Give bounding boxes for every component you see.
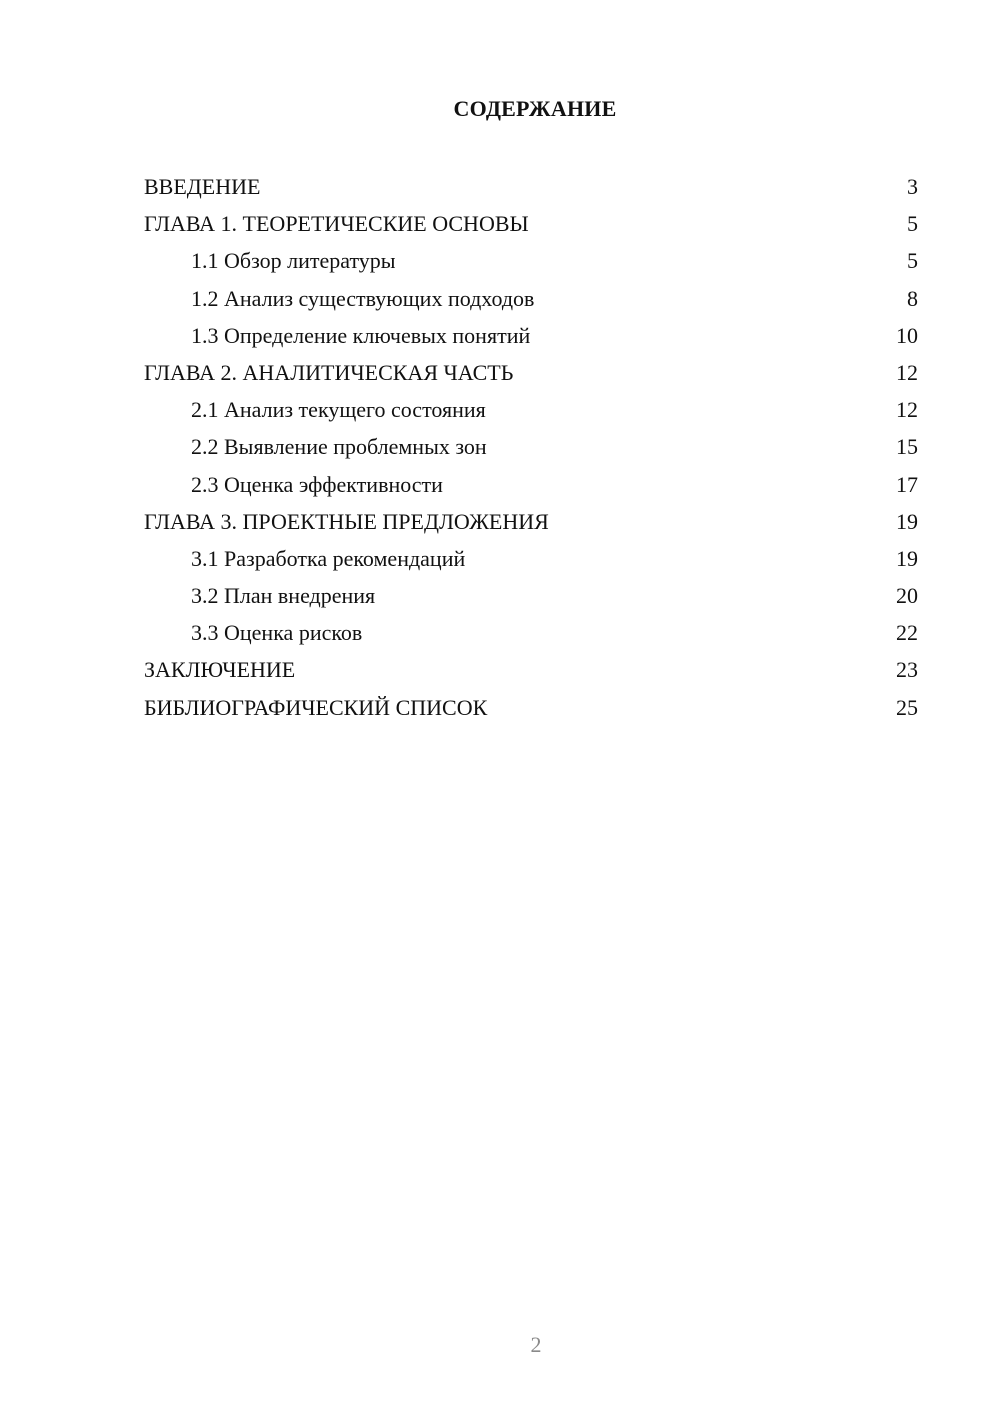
toc-entry[interactable] xyxy=(144,205,918,242)
toc-entry-page: 19 xyxy=(896,508,918,534)
toc-entry-page: 10 xyxy=(896,322,918,348)
toc-entry-label: ГЛАВА 3. ПРОЕКТНЫЕ ПРЕДЛОЖЕНИЯ xyxy=(144,508,549,534)
toc-entry-page: 5 xyxy=(907,248,918,274)
toc-entry-page: 23 xyxy=(896,657,918,683)
toc-entry[interactable] xyxy=(144,614,918,651)
toc-entry[interactable] xyxy=(144,280,918,317)
toc-entry-label: 2.1 Анализ текущего состояния xyxy=(191,397,486,423)
toc-entry-page: 5 xyxy=(907,211,918,237)
toc-entry-page: 8 xyxy=(907,285,918,311)
toc-entry-label: ЗАКЛЮЧЕНИЕ xyxy=(144,657,296,683)
toc-entry[interactable] xyxy=(144,466,918,503)
toc-entry[interactable] xyxy=(144,503,918,540)
toc-entry-label: ГЛАВА 1. ТЕОРЕТИЧЕСКИЕ ОСНОВЫ xyxy=(144,211,529,237)
toc-entry[interactable] xyxy=(144,689,918,726)
toc-entry-page: 22 xyxy=(896,620,918,646)
toc-entry[interactable] xyxy=(144,391,918,428)
toc-entry-page: 20 xyxy=(896,583,918,609)
toc-entry-page: 19 xyxy=(896,545,918,571)
toc-entry-label: 3.3 Оценка рисков xyxy=(191,620,363,646)
page-number: 2 xyxy=(530,1332,542,1357)
toc-entry-label: БИБЛИОГРАФИЧЕСКИЙ СПИСОК xyxy=(144,694,488,720)
toc-entry[interactable] xyxy=(144,540,918,577)
toc-title: СОДЕРЖАНИЕ xyxy=(453,96,617,121)
toc-entry-page: 12 xyxy=(896,359,918,385)
toc-entry-page: 12 xyxy=(896,397,918,423)
table-of-contents xyxy=(144,168,918,726)
toc-entry-page: 3 xyxy=(907,174,918,199)
toc-entry-label: 2.2 Выявление проблемных зон xyxy=(191,434,487,460)
toc-entry-page: 15 xyxy=(896,434,918,460)
toc-entry-label: 1.3 Определение ключевых понятий xyxy=(191,322,531,348)
toc-entry[interactable] xyxy=(144,577,918,614)
toc-entry-page: 25 xyxy=(896,694,918,720)
toc-entry[interactable] xyxy=(144,317,918,354)
toc-entry-label: 3.2 План внедрения xyxy=(191,583,376,609)
toc-entry[interactable] xyxy=(144,651,918,688)
toc-entry-label: 1.1 Обзор литературы xyxy=(191,248,396,274)
toc-entry[interactable] xyxy=(144,168,918,205)
toc-entry-page: 17 xyxy=(896,471,918,497)
toc-entry-label: ГЛАВА 2. АНАЛИТИЧЕСКАЯ ЧАСТЬ xyxy=(144,359,514,385)
toc-entry-label: 2.3 Оценка эффективности xyxy=(191,471,443,497)
toc-entry[interactable] xyxy=(144,428,918,465)
toc-entry-label: ВВЕДЕНИЕ xyxy=(144,174,261,199)
toc-entry-label: 3.1 Разработка рекомендаций xyxy=(191,545,466,571)
toc-entry[interactable] xyxy=(144,242,918,279)
toc-entry[interactable] xyxy=(144,354,918,391)
toc-entry-label: 1.2 Анализ существующих подходов xyxy=(191,285,535,311)
